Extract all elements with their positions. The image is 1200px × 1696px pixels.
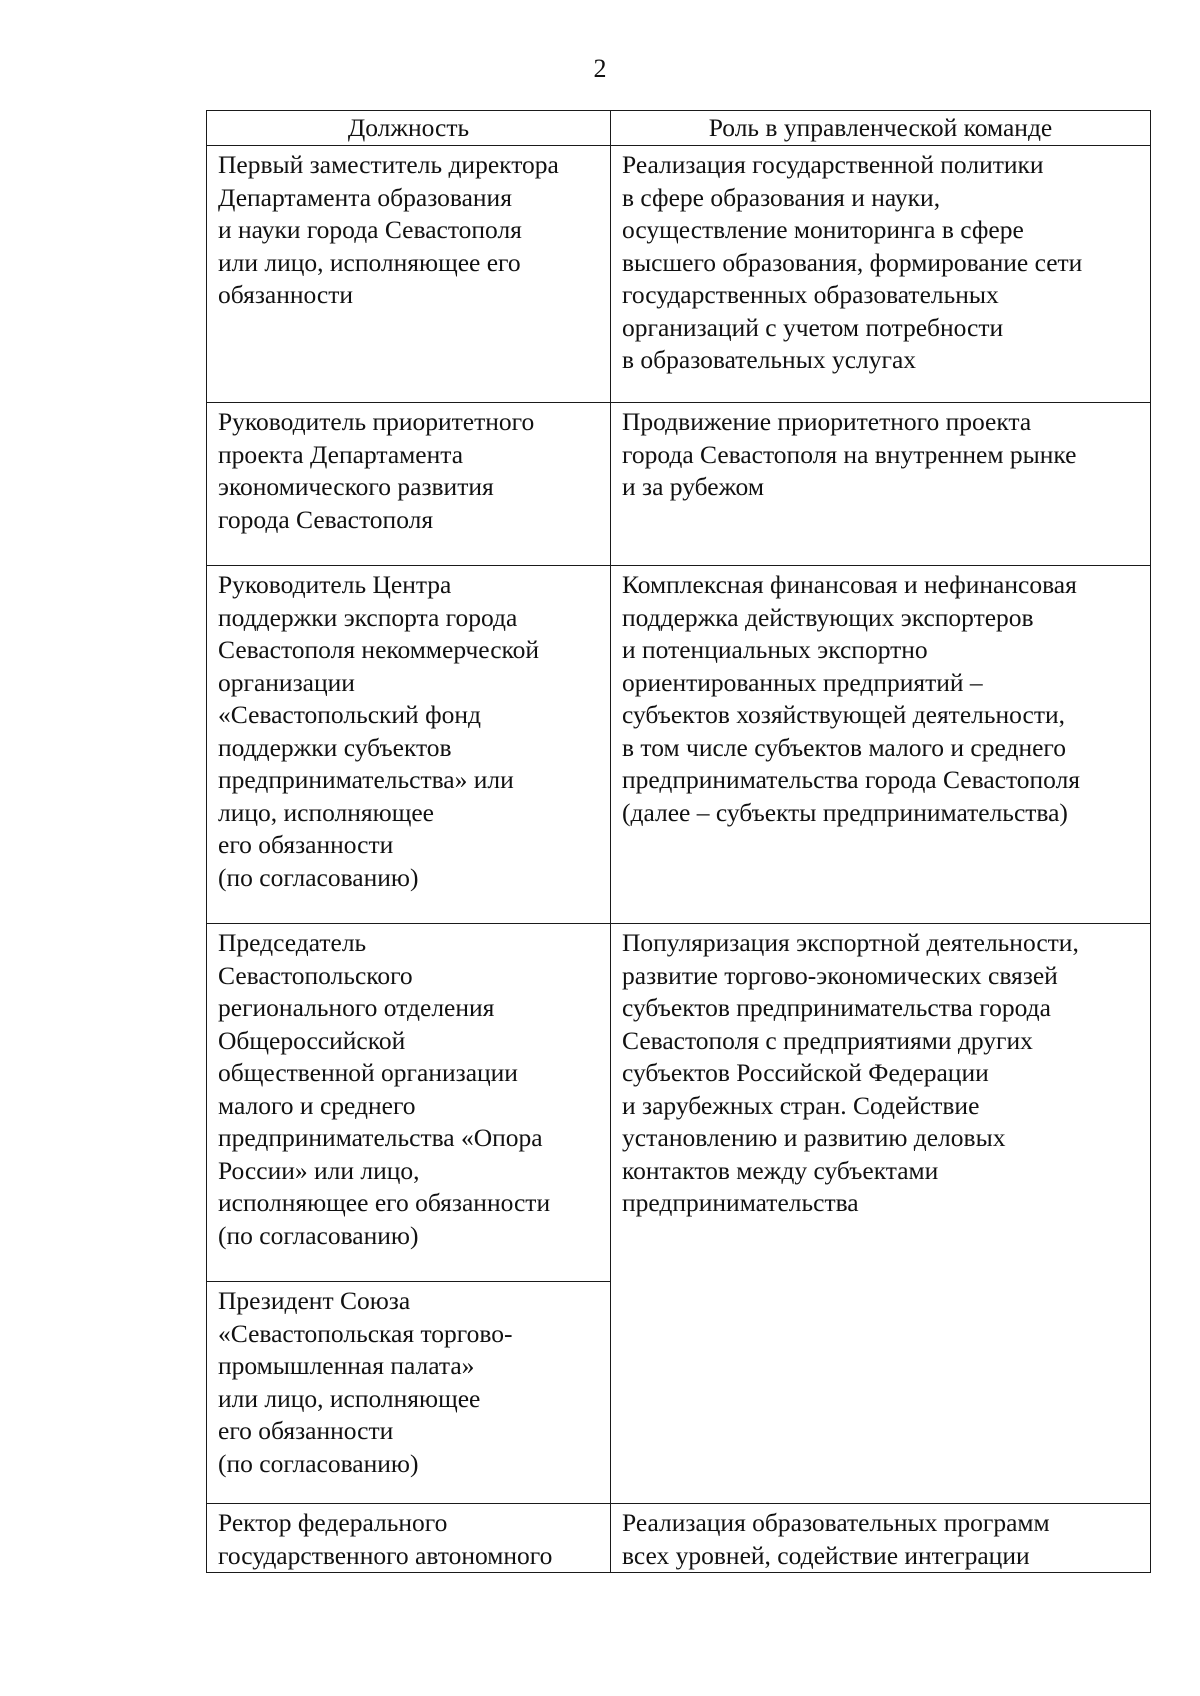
table-row bbox=[207, 403, 1151, 566]
header-position: Должность bbox=[207, 111, 611, 146]
table-row bbox=[207, 566, 1151, 924]
position-cell bbox=[207, 403, 611, 566]
role-cell bbox=[611, 146, 1151, 403]
position-text: Первый заместитель директора Департамента образования и науки города Севастополя или лицо, исполняющее его обязанности bbox=[218, 150, 559, 309]
role-cell bbox=[611, 566, 1151, 924]
role-text: Популяризация экспортной деятельности, развитие торгово-экономических связей субъектов предпринимательства города Севастополя с предприятиями других субъектов Российской Федерации и зарубежных стран. Содействие установлению и развитию деловых контактов между субъектами предпринимательства bbox=[622, 928, 1079, 1217]
page-number: 2 bbox=[593, 54, 607, 83]
header-role: Роль в управленческой команде bbox=[611, 111, 1151, 146]
table-header-row bbox=[207, 111, 1151, 146]
position-cell bbox=[207, 924, 611, 1282]
position-text: Руководитель приоритетного проекта Департамента экономического развития города Севастополя bbox=[218, 407, 535, 534]
role-text: Комплексная финансовая и нефинансовая поддержка действующих экспортеров и потенциальных экспортно ориентированных предприятий – субъектов хозяйствующей деятельности, в том числе субъектов малого и среднего предпринимательства города Севастополя (далее – субъекты предпринимательства) bbox=[622, 570, 1081, 827]
position-cell bbox=[207, 566, 611, 924]
role-text: Реализация образовательных программ всех уровней, содействие интеграции bbox=[622, 1508, 1050, 1570]
role-cell bbox=[611, 1504, 1151, 1573]
table-row bbox=[207, 1504, 1151, 1573]
position-text: Президент Союза «Севастопольская торгово- промышленная палата» или лицо, исполняющее его обязанности (по согласованию) bbox=[218, 1286, 513, 1478]
role-cell bbox=[611, 403, 1151, 566]
management-team-table bbox=[206, 110, 1151, 1573]
table-row bbox=[207, 146, 1151, 403]
position-cell bbox=[207, 1504, 611, 1573]
role-cell bbox=[611, 924, 1151, 1504]
position-text: Ректор федерального государственного автономного bbox=[218, 1508, 553, 1570]
position-text: Председатель Севастопольского регионального отделения Общероссийской общественной организации малого и среднего предпринимательства «Опора России» или лицо, исполняющее его обязанности (по согласованию) bbox=[218, 928, 551, 1250]
position-cell bbox=[207, 146, 611, 403]
position-text: Руководитель Центра поддержки экспорта города Севастополя некоммерческой организации «Севастопольский фонд поддержки субъектов предпринимательства» или лицо, исполняющее его обязанности (по согласованию) bbox=[218, 570, 540, 892]
role-text: Продвижение приоритетного проекта города Севастополя на внутреннем рынке и за рубежом bbox=[622, 407, 1077, 501]
role-text: Реализация государственной политики в сфере образования и науки, осуществление мониторинга в сфере высшего образования, формирование сети государственных образовательных организаций с учетом потребности в образовательных услугах bbox=[622, 150, 1083, 374]
position-cell bbox=[207, 1282, 611, 1504]
table-row bbox=[207, 924, 1151, 1282]
